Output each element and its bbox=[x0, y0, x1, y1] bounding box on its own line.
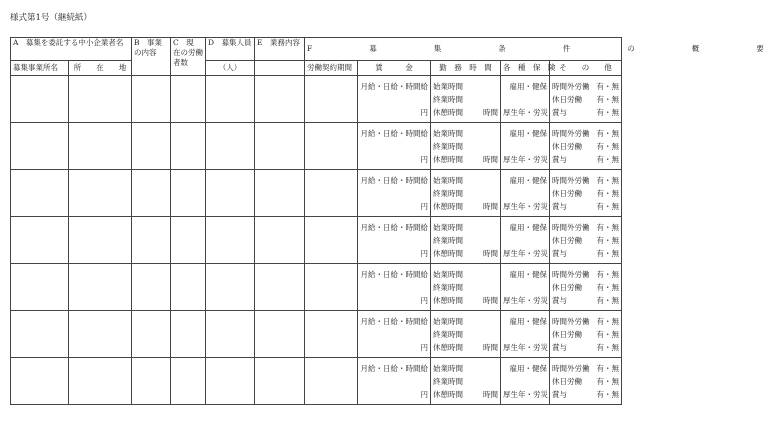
cell-hours[interactable] bbox=[431, 123, 501, 170]
overtime-yes-no: 有・無 bbox=[596, 82, 620, 91]
wage-type-options: 月給・日給・時間給 bbox=[360, 364, 429, 373]
insurance-options-1: 雇用・健保 bbox=[509, 364, 548, 373]
cell-other[interactable] bbox=[550, 76, 622, 123]
break-time-unit: 時間 bbox=[483, 108, 499, 117]
overtime-label: 時間外労働 bbox=[552, 270, 590, 279]
cell-workers[interactable] bbox=[171, 123, 206, 170]
cell-workers[interactable] bbox=[171, 358, 206, 405]
table-row bbox=[11, 264, 622, 311]
cell-insurance[interactable] bbox=[501, 311, 550, 358]
cell-contract-period[interactable] bbox=[305, 264, 358, 311]
wage-yen-unit: 円 bbox=[420, 155, 429, 164]
overtime-yes-no: 有・無 bbox=[596, 364, 620, 373]
cell-insurance[interactable] bbox=[501, 76, 550, 123]
cell-hours[interactable] bbox=[431, 170, 501, 217]
cell-duties[interactable] bbox=[255, 170, 305, 217]
bonus-yes-no: 有・無 bbox=[596, 296, 620, 305]
subheader-persons: （人） bbox=[206, 61, 255, 76]
cell-other[interactable] bbox=[550, 264, 622, 311]
subheader-other: そ の 他 bbox=[550, 61, 622, 76]
holiday-work-yes-no: 有・無 bbox=[596, 95, 620, 104]
insurance-options-1: 雇用・健保 bbox=[509, 270, 548, 279]
holiday-work-label: 休日労働 bbox=[552, 142, 583, 151]
cell-insurance[interactable] bbox=[501, 217, 550, 264]
cell-workers[interactable] bbox=[171, 264, 206, 311]
cell-recruits[interactable] bbox=[206, 311, 255, 358]
cell-wage[interactable] bbox=[358, 264, 431, 311]
bonus-label: 賞与 bbox=[552, 390, 568, 399]
cell-recruits[interactable] bbox=[206, 264, 255, 311]
insurance-options-2: 厚生年・労災 bbox=[503, 108, 549, 117]
cell-hours[interactable] bbox=[431, 311, 501, 358]
start-time-label: 始業時間 bbox=[433, 129, 464, 138]
holiday-work-yes-no: 有・無 bbox=[596, 330, 620, 339]
insurance-options-2: 厚生年・労災 bbox=[503, 202, 549, 211]
overtime-yes-no: 有・無 bbox=[596, 270, 620, 279]
break-time-unit: 時間 bbox=[483, 202, 499, 211]
table-row bbox=[11, 358, 622, 405]
end-time-label: 終業時間 bbox=[433, 142, 464, 151]
header-d-recruits: D 募集人員 bbox=[206, 38, 255, 61]
cell-place-name[interactable] bbox=[11, 217, 69, 264]
break-time-unit: 時間 bbox=[483, 343, 499, 352]
insurance-options-2: 厚生年・労災 bbox=[503, 155, 549, 164]
start-time-label: 始業時間 bbox=[433, 364, 464, 373]
end-time-label: 終業時間 bbox=[433, 283, 464, 292]
overtime-yes-no: 有・無 bbox=[596, 223, 620, 232]
cell-wage[interactable] bbox=[358, 123, 431, 170]
cell-business[interactable] bbox=[132, 311, 171, 358]
cell-contract-period[interactable] bbox=[305, 311, 358, 358]
overtime-label: 時間外労働 bbox=[552, 82, 590, 91]
header-row-2 bbox=[11, 61, 622, 76]
cell-duties[interactable] bbox=[255, 217, 305, 264]
insurance-options-2: 厚生年・労災 bbox=[503, 249, 549, 258]
cell-hours[interactable] bbox=[431, 264, 501, 311]
cell-other[interactable] bbox=[550, 217, 622, 264]
end-time-label: 終業時間 bbox=[433, 330, 464, 339]
holiday-work-label: 休日労働 bbox=[552, 236, 583, 245]
overtime-label: 時間外労働 bbox=[552, 223, 590, 232]
cell-insurance[interactable] bbox=[501, 170, 550, 217]
cell-recruits[interactable] bbox=[206, 217, 255, 264]
end-time-label: 終業時間 bbox=[433, 236, 464, 245]
start-time-label: 始業時間 bbox=[433, 270, 464, 279]
cell-wage[interactable] bbox=[358, 170, 431, 217]
cell-other[interactable] bbox=[550, 358, 622, 405]
bonus-yes-no: 有・無 bbox=[596, 155, 620, 164]
cell-business[interactable] bbox=[132, 358, 171, 405]
wage-yen-unit: 円 bbox=[420, 390, 429, 399]
cell-workers[interactable] bbox=[171, 170, 206, 217]
cell-place-name[interactable] bbox=[11, 76, 69, 123]
holiday-work-label: 休日労働 bbox=[552, 189, 583, 198]
break-time-label: 休憩時間 bbox=[433, 296, 464, 305]
break-time-label: 休憩時間 bbox=[433, 155, 464, 164]
cell-address[interactable] bbox=[69, 311, 132, 358]
cell-wage[interactable] bbox=[358, 76, 431, 123]
break-time-unit: 時間 bbox=[483, 249, 499, 258]
cell-address[interactable] bbox=[69, 358, 132, 405]
end-time-label: 終業時間 bbox=[433, 377, 464, 386]
subheader-insurance: 各 種 保 険 bbox=[501, 61, 550, 76]
cell-business[interactable] bbox=[132, 76, 171, 123]
bonus-label: 賞与 bbox=[552, 108, 568, 117]
bonus-label: 賞与 bbox=[552, 155, 568, 164]
insurance-options-2: 厚生年・労災 bbox=[503, 390, 549, 399]
insurance-options-2: 厚生年・労災 bbox=[503, 296, 549, 305]
cell-contract-period[interactable] bbox=[305, 76, 358, 123]
form-title: 様式第1号（継続紙） bbox=[10, 13, 92, 23]
end-time-label: 終業時間 bbox=[433, 95, 464, 104]
break-time-label: 休憩時間 bbox=[433, 202, 464, 211]
cell-place-name[interactable] bbox=[11, 264, 69, 311]
table-row bbox=[11, 217, 622, 264]
insurance-options-1: 雇用・健保 bbox=[509, 82, 548, 91]
start-time-label: 始業時間 bbox=[433, 82, 464, 91]
insurance-options-1: 雇用・健保 bbox=[509, 317, 548, 326]
break-time-label: 休憩時間 bbox=[433, 249, 464, 258]
overtime-label: 時間外労働 bbox=[552, 364, 590, 373]
break-time-label: 休憩時間 bbox=[433, 390, 464, 399]
cell-place-name[interactable] bbox=[11, 311, 69, 358]
bonus-label: 賞与 bbox=[552, 249, 568, 258]
wage-type-options: 月給・日給・時間給 bbox=[360, 82, 429, 91]
break-time-label: 休憩時間 bbox=[433, 343, 464, 352]
holiday-work-label: 休日労働 bbox=[552, 95, 583, 104]
insurance-options-1: 雇用・健保 bbox=[509, 223, 548, 232]
holiday-work-yes-no: 有・無 bbox=[596, 283, 620, 292]
insurance-options-1: 雇用・健保 bbox=[509, 176, 548, 185]
header-c-workers: C 現 在の労働者数 bbox=[171, 38, 206, 76]
start-time-label: 始業時間 bbox=[433, 223, 464, 232]
bonus-yes-no: 有・無 bbox=[596, 249, 620, 258]
wage-yen-unit: 円 bbox=[420, 343, 429, 352]
bonus-yes-no: 有・無 bbox=[596, 108, 620, 117]
cell-contract-period[interactable] bbox=[305, 217, 358, 264]
cell-contract-period[interactable] bbox=[305, 170, 358, 217]
cell-other[interactable] bbox=[550, 170, 622, 217]
insurance-options-1: 雇用・健保 bbox=[509, 129, 548, 138]
cell-business[interactable] bbox=[132, 264, 171, 311]
wage-yen-unit: 円 bbox=[420, 108, 429, 117]
overtime-label: 時間外労働 bbox=[552, 176, 590, 185]
cell-recruits[interactable] bbox=[206, 76, 255, 123]
cell-place-name[interactable] bbox=[11, 123, 69, 170]
cell-recruits[interactable] bbox=[206, 170, 255, 217]
wage-yen-unit: 円 bbox=[420, 296, 429, 305]
break-time-unit: 時間 bbox=[483, 296, 499, 305]
holiday-work-yes-no: 有・無 bbox=[596, 189, 620, 198]
cell-address[interactable] bbox=[69, 264, 132, 311]
cell-hours[interactable] bbox=[431, 358, 501, 405]
wage-type-options: 月給・日給・時間給 bbox=[360, 176, 429, 185]
overtime-label: 時間外労働 bbox=[552, 317, 590, 326]
cell-workers[interactable] bbox=[171, 76, 206, 123]
subheader-wage: 賃 金 bbox=[358, 61, 431, 76]
cell-address[interactable] bbox=[69, 217, 132, 264]
bonus-label: 賞与 bbox=[552, 202, 568, 211]
subheader-address: 所 在 地 bbox=[69, 61, 132, 76]
holiday-work-label: 休日労働 bbox=[552, 377, 583, 386]
cell-other[interactable] bbox=[550, 311, 622, 358]
cell-duties[interactable] bbox=[255, 76, 305, 123]
cell-recruits[interactable] bbox=[206, 123, 255, 170]
cell-contract-period[interactable] bbox=[305, 123, 358, 170]
cell-insurance[interactable] bbox=[501, 264, 550, 311]
recruitment-form-table bbox=[10, 37, 778, 405]
cell-workers[interactable] bbox=[171, 311, 206, 358]
start-time-label: 始業時間 bbox=[433, 176, 464, 185]
wage-type-options: 月給・日給・時間給 bbox=[360, 270, 429, 279]
wage-type-options: 月給・日給・時間給 bbox=[360, 223, 429, 232]
cell-hours[interactable] bbox=[431, 217, 501, 264]
holiday-work-yes-no: 有・無 bbox=[596, 142, 620, 151]
header-b-business: B 事業の内容 bbox=[132, 38, 171, 76]
cell-business[interactable] bbox=[132, 217, 171, 264]
break-time-label: 休憩時間 bbox=[433, 108, 464, 117]
bonus-label: 賞与 bbox=[552, 343, 568, 352]
cell-business[interactable] bbox=[132, 123, 171, 170]
subheader-contract-period: 労働契約期間 bbox=[305, 61, 358, 76]
cell-recruits[interactable] bbox=[206, 358, 255, 405]
table-row bbox=[11, 123, 622, 170]
cell-contract-period[interactable] bbox=[305, 358, 358, 405]
cell-duties[interactable] bbox=[255, 264, 305, 311]
holiday-work-yes-no: 有・無 bbox=[596, 377, 620, 386]
cell-duties[interactable] bbox=[255, 311, 305, 358]
overtime-label: 時間外労働 bbox=[552, 129, 590, 138]
bonus-yes-no: 有・無 bbox=[596, 390, 620, 399]
cell-other[interactable] bbox=[550, 123, 622, 170]
overtime-yes-no: 有・無 bbox=[596, 176, 620, 185]
subheader-hours: 勤 務 時 間 bbox=[431, 61, 501, 76]
overtime-yes-no: 有・無 bbox=[596, 129, 620, 138]
cell-workers[interactable] bbox=[171, 217, 206, 264]
subheader-place-name: 募集事業所名 bbox=[11, 61, 69, 76]
table-row bbox=[11, 311, 622, 358]
end-time-label: 終業時間 bbox=[433, 189, 464, 198]
wage-yen-unit: 円 bbox=[420, 202, 429, 211]
holiday-work-yes-no: 有・無 bbox=[596, 236, 620, 245]
cell-wage[interactable] bbox=[358, 358, 431, 405]
header-f-conditions: F 募 集 条 件 の 概 要 bbox=[305, 38, 622, 61]
cell-hours[interactable] bbox=[431, 76, 501, 123]
cell-wage[interactable] bbox=[358, 311, 431, 358]
holiday-work-label: 休日労働 bbox=[552, 283, 583, 292]
table-row bbox=[11, 76, 622, 123]
cell-place-name[interactable] bbox=[11, 358, 69, 405]
table-row bbox=[11, 170, 622, 217]
cell-address[interactable] bbox=[69, 123, 132, 170]
break-time-unit: 時間 bbox=[483, 390, 499, 399]
insurance-options-2: 厚生年・労災 bbox=[503, 343, 549, 352]
cell-wage[interactable] bbox=[358, 217, 431, 264]
wage-type-options: 月給・日給・時間給 bbox=[360, 129, 429, 138]
overtime-yes-no: 有・無 bbox=[596, 317, 620, 326]
header-row-1 bbox=[11, 38, 622, 61]
bonus-yes-no: 有・無 bbox=[596, 343, 620, 352]
wage-type-options: 月給・日給・時間給 bbox=[360, 317, 429, 326]
cell-address[interactable] bbox=[69, 170, 132, 217]
cell-address[interactable] bbox=[69, 76, 132, 123]
wage-yen-unit: 円 bbox=[420, 249, 429, 258]
header-e-duties: E 業務内容 bbox=[255, 38, 305, 61]
break-time-unit: 時間 bbox=[483, 155, 499, 164]
holiday-work-label: 休日労働 bbox=[552, 330, 583, 339]
bonus-label: 賞与 bbox=[552, 296, 568, 305]
cell-business[interactable] bbox=[132, 170, 171, 217]
cell-place-name[interactable] bbox=[11, 170, 69, 217]
bonus-yes-no: 有・無 bbox=[596, 202, 620, 211]
cell-insurance[interactable] bbox=[501, 123, 550, 170]
start-time-label: 始業時間 bbox=[433, 317, 464, 326]
cell-duties[interactable] bbox=[255, 358, 305, 405]
header-a-company: A 募集を委託する中小企業者名 bbox=[11, 38, 132, 61]
cell-duties[interactable] bbox=[255, 123, 305, 170]
cell-insurance[interactable] bbox=[501, 358, 550, 405]
